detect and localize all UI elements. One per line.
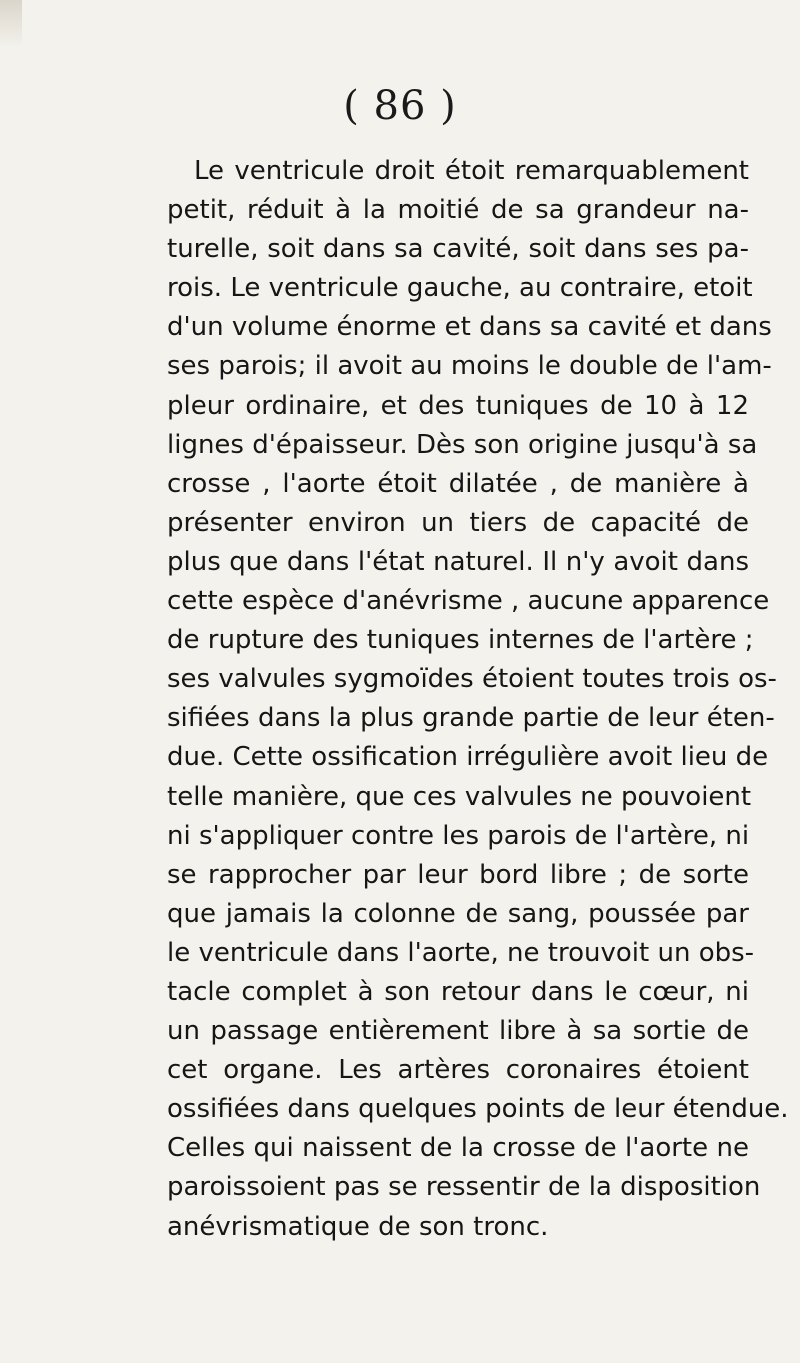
- text-line: turelle, soit dans sa cavité, soit dans ses pa-: [167, 234, 749, 265]
- text-line: un passage entièrement libre à sa sortie de: [167, 1016, 749, 1047]
- text-line: petit, réduit à la moitié de sa grandeur na-: [167, 195, 749, 226]
- text-line: sifiées dans la plus grande partie de leur éten-: [167, 703, 775, 734]
- text-line: cette espèce d'anévrisme , aucune apparence: [167, 586, 770, 617]
- text-line: ses parois; il avoit au moins le double de l'am-: [167, 351, 772, 382]
- body-text: [167, 152, 789, 1247]
- text-line: plus que dans l'état naturel. Il n'y avoit dans: [167, 546, 749, 577]
- text-line: ossifiées dans quelques points de leur étendue.: [167, 1094, 789, 1125]
- text-line: tacle complet à son retour dans le cœur, ni: [167, 976, 749, 1007]
- page-corner-shadow: [0, 0, 22, 48]
- text-line: cet organe. Les artères coronaires étoient: [167, 1055, 749, 1086]
- text-line: lignes d'épaisseur. Dès son origine jusqu'à sa: [167, 429, 758, 460]
- text-line: le ventricule dans l'aorte, ne trouvoit un obs-: [167, 937, 755, 968]
- text-line: ses valvules sygmoïdes étoient toutes trois os-: [167, 664, 777, 695]
- text-line: telle manière, que ces valvules ne pouvoient: [167, 781, 752, 812]
- text-line: d'un volume énorme et dans sa cavité et dans: [167, 312, 772, 343]
- text-line: rois. Le ventricule gauche, au contraire, etoit: [167, 273, 753, 304]
- text-line: de rupture des tuniques internes de l'artère ;: [167, 625, 754, 656]
- text-line: anévrismatique de son tronc.: [167, 1211, 549, 1242]
- text-line: se rapprocher par leur bord libre ; de sorte: [167, 859, 749, 890]
- text-line: due. Cette ossification irrégulière avoit lieu de: [167, 742, 769, 773]
- text-line: Celles qui naissent de la crosse de l'aorte ne: [167, 1133, 749, 1164]
- page-number: ( 86 ): [343, 83, 457, 129]
- text-line: que jamais la colonne de sang, poussée par: [167, 898, 749, 929]
- text-line: ni s'appliquer contre les parois de l'artère, ni: [167, 820, 750, 851]
- text-line: Le ventricule droit étoit remarquablement: [194, 156, 749, 186]
- text-line: pleur ordinaire, et des tuniques de 10 à 12: [167, 390, 749, 421]
- text-line: crosse , l'aorte étoit dilatée , de manière à: [167, 468, 749, 499]
- text-line: présenter environ un tiers de capacité de: [167, 507, 749, 538]
- text-line: paroissoient pas se ressentir de la disposition: [167, 1172, 761, 1203]
